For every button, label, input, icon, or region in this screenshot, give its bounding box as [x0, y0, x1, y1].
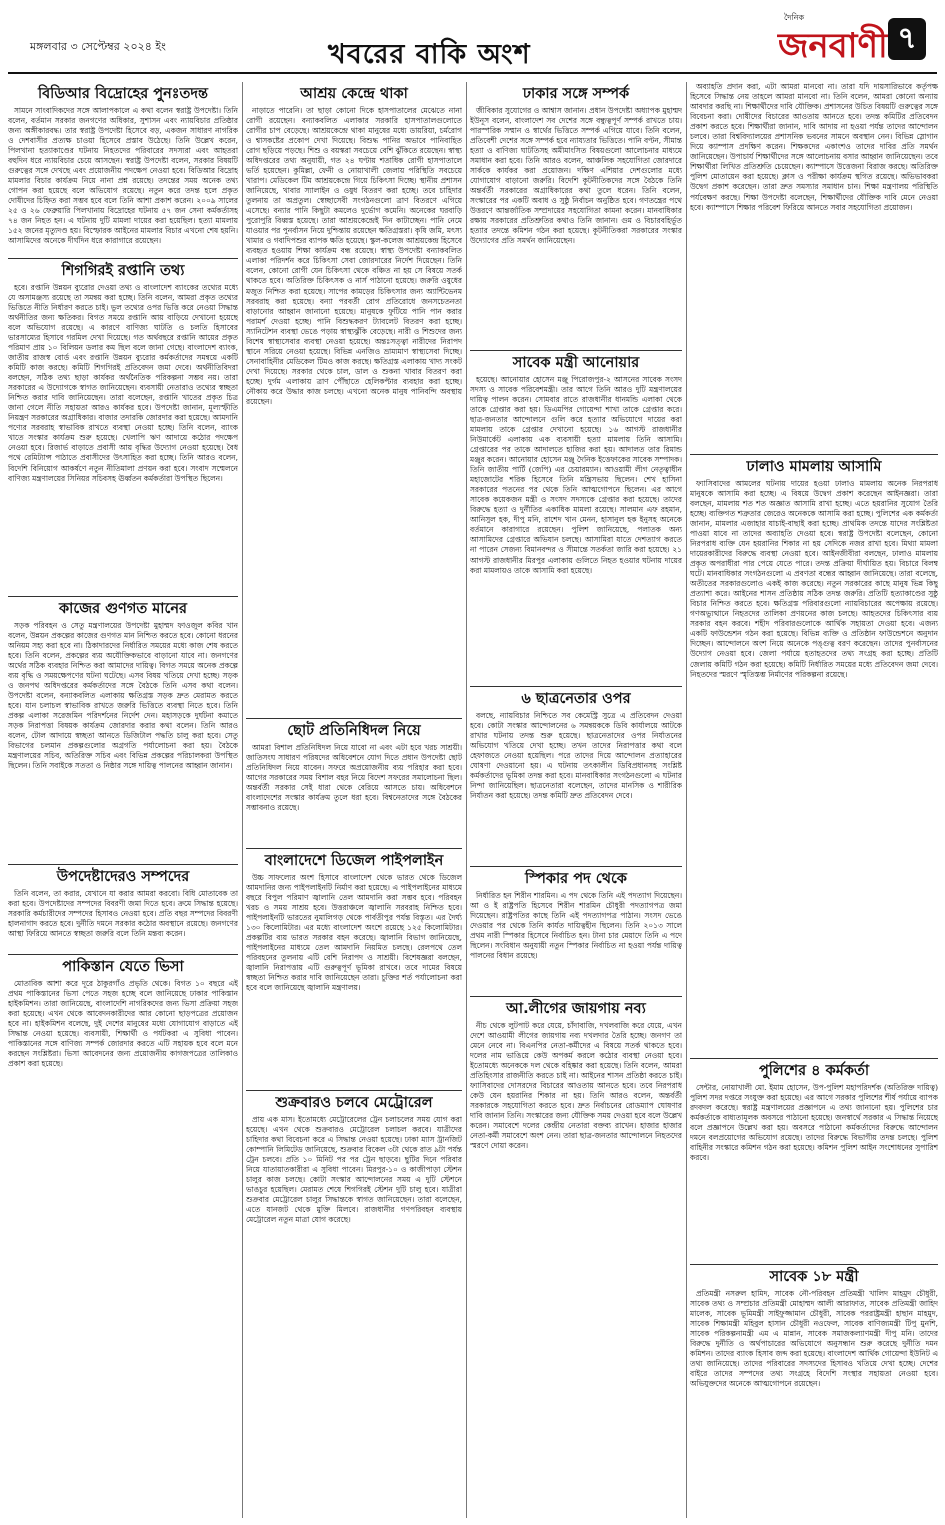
- column-rule: [466, 82, 467, 1518]
- article-headline: পুলিশের ৪ কর্মকর্তা: [690, 1058, 938, 1083]
- article-body: নীচ থেকে লুটপাট করে যেয়ে, চাঁদাবাজি, দখলবাজি করে যেয়ে, এখন দেশে আওয়ামী লীগের জায়গায় নব্য দখলদার তৈরি হচ্ছে। জনগণ তা মেনে নেবে না। বিএনপির নেতা-কর্মীদের এ বিষয়ে সতর্ক থাকতে হবে। দলের নাম ভাঙিয়ে কেউ অপকর্ম করলে কঠোর ব্যবস্থা নেওয়া হবে। ইতোমধ্যে অনেককে দল থেকে বহিষ্কার করা হয়েছে। তিনি বলেন, আমরা প্রতিহিংসার রাজনীতি করতে চাই না। আইনের শাসন প্রতিষ্ঠা করতে চাই। ফ্যাসিবাদের দোসরদের বিচারের আওতায় আনতে হবে। তবে নিরপরাধ কেউ যেন হয়রানির শিকার না হয়। তিনি আরও বলেন, অন্তর্বর্তী সরকারকে সহযোগিতা করতে হবে। দ্রুত নির্বাচনের রোডম্যাপ ঘোষণার দাবি জানান তিনি। সংস্কারের জন্য যৌক্তিক সময় দেওয়া হবে বলে উল্লেখ করেন। সমাবেশে দলের কেন্দ্রীয় নেতারা বক্তব্য রাখেন। হাজার হাজার নেতা-কর্মী সমাবেশে অংশ নেন। তারা ছাত্র-জনতার আন্দোলনে নিহতদের স্মরণে দোয়া করেন।: [470, 1020, 682, 1151]
- article: [8, 954, 238, 1104]
- article: [246, 82, 462, 718]
- article-headline: কাজের গুণগত মানের: [8, 596, 238, 621]
- article: [470, 350, 682, 686]
- article-headline: স্পিকার পদ থেকে: [470, 866, 682, 891]
- article-headline: শুক্রবারও চলবে মেট্রোরেল: [246, 1090, 462, 1115]
- article-headline: শিগগিরই রপ্তানি তথ্য: [8, 258, 238, 283]
- article-body: জীবিকার সুযোগের ও আশ্বাস জানান। প্রধান উপদেষ্টা অধ্যাপক মুহাম্মদ ইউনূস বলেন, বাংলাদেশ সব দেশের সঙ্গে বন্ধুত্বপূর্ণ সম্পর্ক রাখতে চায়। পারস্পরিক সম্মান ও স্বার্থের ভিত্তিতে সম্পর্ক এগিয়ে যাবে। তিনি বলেন, প্রতিবেশী দেশের সঙ্গে সম্পর্ক হবে ন্যায্যতার ভিত্তিতে। পানি বণ্টন, সীমান্ত হত্যা ও বাণিজ্য ঘাটতিসহ অমীমাংসিত বিষয়গুলো আলোচনার মাধ্যমে সমাধান করা হবে। তিনি আরও বলেন, আঞ্চলিক সহযোগিতা জোরদারে সার্ককে কার্যকর করা প্রয়োজন। দক্ষিণ এশিয়ার দেশগুলোর মধ্যে যোগাযোগ বাড়ানো জরুরি। বিদেশি কূটনীতিকদের সঙ্গে বৈঠকে তিনি অন্তর্বর্তী সরকারের অগ্রাধিকারের কথা তুলে ধরেন। তিনি বলেন, সংস্কারের পর একটি অবাধ ও সুষ্ঠু নির্বাচন অনুষ্ঠিত হবে। গণতন্ত্রের পথে উত্তরণে আন্তর্জাতিক সম্প্রদায়ের সহযোগিতা কামনা করেন। মানবাধিকার রক্ষায় সরকারের প্রতিশ্রুতির কথাও তিনি জানান। গুম ও বিচারবহির্ভূত হত্যার তদন্তে কমিশন গঠন করা হয়েছে। কূটনীতিকরা সরকারের সংস্কার উদ্যোগের প্রতি সমর্থন জানিয়েছেন।: [470, 105, 682, 246]
- article: [8, 864, 238, 954]
- article-body: সামনে সাংবাদিকদের সঙ্গে আলাপকালে এ কথা বলেন স্বরাষ্ট্র উপদেষ্টা। তিনি বলেন, বর্তমান সরকার জনগণের অধিকার, সুশাসন এবং ন্যায়বিচার প্রতিষ্ঠার জন্য অঙ্গীকারবদ্ধ। তার স্বরাষ্ট্র উপদেষ্টা হিসেবে বড়, একজন সাধারণ নাগরিক ও দেশবাসীর প্রত্যক্ষ চাওয়া হিসেবে প্রস্তাব উঠেছে। তিনি উল্লেখ করেন, পিলখানা হত্যাকাণ্ডের ঘটনায় নিহতদের পরিবারের সদস্যরা এবং আহতরা বহুদিন ধরে ন্যায়বিচার চেয়ে আসছেন। স্বরাষ্ট্র উপদেষ্টা বলেন, সরকার বিষয়টি গুরুত্বের সঙ্গে দেখছে এবং প্রয়োজনীয় পদক্ষেপ নেওয়া হবে। বিডিআর বিদ্রোহ মামলার বিচার কার্যক্রম নিয়ে নানা প্রশ্ন রয়েছে। তদন্তের সময় অনেক তথ্য গোপন করা হয়েছে বলে অভিযোগ রয়েছে। নতুন করে তদন্ত হলে প্রকৃত দোষীদের চিহ্নিত করা সম্ভব হবে বলে তিনি আশা প্রকাশ করেন। ২০০৯ সালের ২৫ ও ২৬ ফেব্রুয়ারি পিলখানায় বিদ্রোহের ঘটনায় ৫৭ জন সেনা কর্মকর্তাসহ ৭৪ জন নিহত হন। এ ঘটনায় দুটি মামলা দায়ের করা হয়েছিল। হত্যা মামলায় ১৫২ জনের মৃত্যুদণ্ড হয়। বিস্ফোরক আইনের মামলার বিচার এখনো শেষ হয়নি। আসামিদের অনেকে দীর্ঘদিন ধরে কারাগারে রয়েছেন।: [8, 105, 238, 246]
- article: [690, 1264, 938, 1518]
- article: [470, 82, 682, 350]
- article-headline: পাকিস্তান যেতে ভিসা: [8, 954, 238, 979]
- article: [246, 1090, 462, 1320]
- column-2: [246, 82, 462, 1518]
- article: [246, 718, 462, 848]
- article: [8, 258, 238, 596]
- article-body: ফ্যাসিবাদের আমলের ঘটনায় দায়ের হওয়া ঢালাও মামলায় অনেক নিরপরাধ মানুষকে আসামি করা হচ্ছে। এ বিষয়ে উদ্বেগ প্রকাশ করেছেন আইনজ্ঞরা। তারা বলছেন, মামলায় শত শত অজ্ঞাত আসামি রাখা হচ্ছে। এতে হয়রানির সুযোগ তৈরি হচ্ছে। ব্যক্তিগত শত্রুতার জেরেও অনেককে আসামি করা হচ্ছে। পুলিশের এক কর্মকর্তা জানান, মামলার এজাহার যাচাই-বাছাই করা হচ্ছে। প্রাথমিক তদন্তে যাদের সংশ্লিষ্টতা পাওয়া যাবে না তাদের অব্যাহতি দেওয়া হবে। স্বরাষ্ট্র উপদেষ্টা বলেছেন, কোনো নিরপরাধ ব্যক্তি যেন হয়রানির শিকার না হয় সেদিকে নজর রাখা হবে। মিথ্যা মামলা দায়েরকারীদের বিরুদ্ধে ব্যবস্থা নেওয়া হবে। আইনজীবীরা বলছেন, ঢালাও মামলায় প্রকৃত অপরাধীরা পার পেয়ে যেতে পারে। তদন্ত প্রক্রিয়া দীর্ঘায়িত হয়। বিচারে বিলম্ব ঘটে। মানবাধিকার সংগঠনগুলো এ প্রবণতা বন্ধের আহ্বান জানিয়েছে। তারা বলেছে, অতীতের সরকারগুলোও একই কাজ করেছে। নতুন সরকারের কাছে মানুষ ভিন্ন কিছু প্রত্যাশা করে। আইনের শাসন প্রতিষ্ঠায় সঠিক তদন্ত জরুরি। প্রতিটি হত্যাকাণ্ডের সুষ্ঠু বিচার নিশ্চিত করতে হবে। ক্ষতিগ্রস্ত পরিবারগুলো ন্যায়বিচারের অপেক্ষায় রয়েছে। গণঅভ্যুত্থানে নিহতদের তালিকা প্রণয়নের কাজ চলছে। আহতদের চিকিৎসার ব্যয় সরকার বহন করবে। শহীদ পরিবারগুলোকে আর্থিক সহায়তা দেওয়া হবে। এজন্য একটি ফাউন্ডেশন গঠন করা হয়েছে। বিভিন্ন ব্যক্তি ও প্রতিষ্ঠান ফাউন্ডেশনে অনুদান দিচ্ছেন। আন্দোলনে অংশ নিয়ে অনেকে পঙ্গুত্ব বরণ করেছেন। তাদের পুনর্বাসনের উদ্যোগ নেওয়া হবে। জেলা পর্যায়ে হতাহতদের তথ্য সংগ্রহ করা হচ্ছে। প্রতিটি জেলায় কমিটি গঠন করা হয়েছে। কমিটি নির্ধারিত সময়ের মধ্যে প্রতিবেদন জমা দেবে। নিহতদের স্মরণে স্মৃতিস্তম্ভ নির্মাণের পরিকল্পনা রয়েছে।: [690, 478, 938, 679]
- article-headline: বাংলাদেশে ডিজেল পাইপলাইন: [246, 848, 462, 873]
- article-body: হয়েছে। আনোয়ার হোসেন মঞ্জু পিরোজপুর-২ আসনের সাবেক সংসদ সদস্য ও সাবেক পরিবেশমন্ত্রী। তার আগে তিনি আরও দুটি মন্ত্রণালয়ের দায়িত্ব পালন করেন। সোমবার রাতে রাজধানীর ধানমন্ডি এলাকা থেকে তাকে গ্রেপ্তার করা হয়। ডিএমপির গোয়েন্দা শাখা তাকে গ্রেপ্তার করে। ছাত্র-জনতার আন্দোলনে গুলি করে হত্যার অভিযোগে দায়ের করা মামলায় তাকে গ্রেপ্তার দেখানো হয়েছে। ১৬ আগস্ট রাজধানীর নিউমার্কেট এলাকায় এক ব্যবসায়ী হত্যা মামলায় তিনি আসামি। গ্রেপ্তারের পর তাকে আদালতে হাজির করা হয়। আদালত তার রিমান্ড মঞ্জুর করেন। আনোয়ার হোসেন মঞ্জু দৈনিক ইত্তেফাকের সাবেক সম্পাদক। তিনি জাতীয় পার্টি (জেপি) এর চেয়ারম্যান। আওয়ামী লীগ নেতৃত্বাধীন মহাজোটের শরিক হিসেবে তিনি মন্ত্রিসভায় ছিলেন। শেখ হাসিনা সরকারের পতনের পর থেকে তিনি আত্মগোপনে ছিলেন। এর আগে সাবেক কয়েকজন মন্ত্রী ও সংসদ সদস্যকে গ্রেপ্তার করা হয়েছে। তাদের বিরুদ্ধে হত্যা ও দুর্নীতির একাধিক মামলা রয়েছে। সালমান এফ রহমান, আনিসুল হক, দীপু মনি, রাশেদ খান মেনন, হাসানুল হক ইনুসহ অনেকে বর্তমানে কারাগারে রয়েছেন। পুলিশ জানিয়েছে, পলাতক অন্য আসামিদের গ্রেপ্তারে অভিযান চলছে। আসামিরা যাতে দেশত্যাগ করতে না পারেন সেজন্য বিমানবন্দর ও সীমান্তে সতর্কতা জারি করা হয়েছে। ২১ আগস্ট রাজধানীর মিরপুর এলাকায় গুলিতে নিহত হওয়ার ঘটনায় দায়ের করা মামলায়ও তাকে আসামি করা হয়েছে।: [470, 374, 682, 575]
- article-body: সড়ক পরিবহন ও সেতু মন্ত্রণালয়ের উপদেষ্টা মুহাম্মদ ফাওজুল কবির খান বলেন, উন্নয়ন প্রকল্পের কাজের গুণগত মান নিশ্চিত করতে হবে। কোনো ধরনের অনিয়ম সহ্য করা হবে না। ঠিকাদারদের নির্ধারিত সময়ের মধ্যে কাজ শেষ করতে হবে। তিনি বলেন, প্রকল্পের ব্যয় অযৌক্তিকভাবে বাড়ানো যাবে না। জনগণের অর্থের সঠিক ব্যবহার নিশ্চিত করা আমাদের দায়িত্ব। বিগত সময়ে অনেক প্রকল্পে ব্যয় বৃদ্ধি ও সময়ক্ষেপণের ঘটনা ঘটেছে। এসব বিষয় খতিয়ে দেখা হচ্ছে। সড়ক ও জনপথ অধিদপ্তরের কর্মকর্তাদের সঙ্গে বৈঠকে তিনি এসব কথা বলেন। উপদেষ্টা বলেন, বন্যাকবলিত এলাকায় ক্ষতিগ্রস্ত সড়ক দ্রুত মেরামত করতে হবে। যান চলাচল স্বাভাবিক রাখতে জরুরি ভিত্তিতে ব্যবস্থা নিতে হবে। তিনি প্রকল্প এলাকা সরেজমিন পরিদর্শনের নির্দেশ দেন। মহাসড়কে দুর্ঘটনা কমাতে সড়ক নিরাপত্তা বিষয়ক কার্যক্রম জোরদার করার কথা বলেন। তিনি আরও বলেন, টোল আদায়ে স্বচ্ছতা আনতে ডিজিটাল পদ্ধতি চালু করা হবে। সেতু বিভাগের চলমান প্রকল্পগুলোর অগ্রগতি পর্যালোচনা করা হয়। বৈঠকে মন্ত্রণালয়ের সচিব, অতিরিক্ত সচিব এবং বিভিন্ন প্রকল্পের পরিচালকরা উপস্থিত ছিলেন। তিনি সবাইকে সততা ও নিষ্ঠার সঙ্গে দায়িত্ব পালনের আহ্বান জানান।: [8, 620, 238, 771]
- article: [470, 996, 682, 1256]
- article-body: প্রায় এক মাস। ইতোমধ্যে মেট্রোরেলের ট্রেন চলাচলের সময় যোগ করা হয়েছে। এখন থেকে শুক্রবারও মেট্রোরেল চলাচল করবে। যাত্রীদের চাহিদার কথা বিবেচনা করে এ সিদ্ধান্ত নেওয়া হয়েছে। ঢাকা ম্যাস ট্রানজিট কোম্পানি লিমিটেড জানিয়েছে, শুক্রবার বিকেল ৩টা থেকে রাত ৯টা পর্যন্ত ট্রেন চলবে। প্রতি ১০ মিনিট পর পর ট্রেন ছাড়বে। ছুটির দিনে পরিবার নিয়ে যাতায়াতকারীরা এ সুবিধা পাবেন। মিরপুর-১০ ও কাজীপাড়া স্টেশন চালুর কাজ চলছে। কোটা সংস্কার আন্দোলনের সময় এ দুটি স্টেশনে ভাঙচুর হয়েছিল। মেরামত শেষে শিগগিরই স্টেশন দুটি চালু হবে। যাত্রীরা শুক্রবার মেট্রোরেল চালুর সিদ্ধান্তকে স্বাগত জানিয়েছেন। তারা বলেছেন, এতে যানজট থেকে মুক্তি মিলবে। রাজধানীর গণপরিবহন ব্যবস্থায় মেট্রোরেল নতুন মাত্রা যোগ করেছে।: [246, 1114, 462, 1225]
- issue-date: মঙ্গলবার ৩ সেপ্টেম্বর ২০২৪ ইং: [30, 40, 166, 53]
- masthead: [8, 8, 937, 74]
- column-rule: [242, 82, 243, 1518]
- article-headline: ঢালাও মামলায় আসামি: [690, 454, 938, 479]
- article-body: নাড়াতে পারেনি। তা ছাড়া কোনো দিকে হাসপাতালের মেঝেতে নানা রোগী রয়েছেন। বন্যাকবলিত এলাকার সরকারি হাসপাতালগুলোতে রোগীর চাপ বেড়েছে। আশ্রয়কেন্দ্রে থাকা মানুষের মধ্যে ডায়রিয়া, চর্মরোগ ও শ্বাসকষ্টের প্রকোপ দেখা দিয়েছে। বিশুদ্ধ পানির অভাবে পানিবাহিত রোগ ছড়িয়ে পড়ছে। শিশু ও বয়স্করা সবচেয়ে বেশি ঝুঁকিতে রয়েছেন। স্বাস্থ্য অধিদপ্তরের তথ্য অনুযায়ী, গত ২৪ ঘণ্টায় শতাধিক রোগী হাসপাতালে ভর্তি হয়েছেন। কুমিল্লা, ফেনী ও নোয়াখালী জেলায় পরিস্থিতি সবচেয়ে খারাপ। মেডিকেল টিম আশ্রয়কেন্দ্রে গিয়ে চিকিৎসা দিচ্ছে। স্থানীয় প্রশাসন জানিয়েছে, খাবার স্যালাইন ও ওষুধ বিতরণ করা হচ্ছে। তবে চাহিদার তুলনায় তা অপ্রতুল। স্বেচ্ছাসেবী সংগঠনগুলো ত্রাণ বিতরণে এগিয়ে এসেছে। বন্যার পানি কিছুটা কমলেও দুর্ভোগ কমেনি। অনেকের ঘরবাড়ি পুরোপুরি বিধ্বস্ত হয়েছে। তারা আশ্রয়কেন্দ্রেই দিন কাটাচ্ছেন। পানি নেমে যাওয়ার পর পুনর্বাসন নিয়ে দুশ্চিন্তায় রয়েছেন ক্ষতিগ্রস্তরা। কৃষি জমি, মৎস্য খামার ও গবাদিপশুর ব্যাপক ক্ষতি হয়েছে। স্কুল-কলেজ আশ্রয়কেন্দ্র হিসেবে ব্যবহৃত হওয়ায় শিক্ষা কার্যক্রম বন্ধ রয়েছে। স্বাস্থ্য উপদেষ্টা বন্যাকবলিত এলাকা পরিদর্শন করে চিকিৎসা সেবা জোরদারের নির্দেশ দিয়েছেন। তিনি বলেন, কোনো রোগী যেন চিকিৎসা থেকে বঞ্চিত না হয় সে বিষয়ে সতর্ক থাকতে হবে। অতিরিক্ত চিকিৎসক ও নার্স পাঠানো হয়েছে। জরুরি ওষুধের মজুত নিশ্চিত করা হয়েছে। সাপের কামড়ের চিকিৎসার জন্য অ্যান্টিভেনম সরবরাহ করা হয়েছে। বন্যা পরবর্তী রোগ প্রতিরোধে জনসচেতনতা বাড়ানোর আহ্বান জানানো হয়েছে। মানুষকে ফুটিয়ে পানি পান করার পরামর্শ দেওয়া হচ্ছে। পানি বিশুদ্ধকরণ ট্যাবলেট বিতরণ করা হচ্ছে। স্যানিটেশন ব্যবস্থা ভেঙে পড়ায় স্বাস্থ্যঝুঁকি বেড়েছে। নারী ও শিশুদের জন্য বিশেষ স্বাস্থ্যসেবার ব্যবস্থা নেওয়া হয়েছে। অন্তঃসত্ত্বা নারীদের নিরাপদ স্থানে সরিয়ে নেওয়া হয়েছে। বিভিন্ন এনজিও ভ্রাম্যমাণ স্বাস্থ্যসেবা দিচ্ছে। সেনাবাহিনীর মেডিকেল টিমও কাজ করছে। ক্ষতিগ্রস্ত এলাকায় খাদ্য সংকট দেখা দিয়েছে। সরকার থেকে চাল, ডাল ও শুকনা খাবার বিতরণ করা হচ্ছে। দুর্গম এলাকায় ত্রাণ পৌঁছাতে হেলিকপ্টার ব্যবহার করা হচ্ছে। নৌকায় করে উদ্ধার কাজ চলছে। এখনো অনেক মানুষ পানিবন্দি অবস্থায় রয়েছেন।: [246, 105, 462, 407]
- article-headline: আশ্রয় কেন্দ্রে থাকা: [300, 86, 408, 102]
- article: [470, 866, 682, 996]
- article-headline: আ.লীগের জায়গায় নব্য: [470, 996, 682, 1021]
- article-body: নির্ধারিত হন শিরীন শারমিন। এ পদ থেকে তিনি এই পদত্যাগ দিয়েছেন। আ ও ই রাষ্ট্রপতি হিসেবে শিরীন শারমিন চৌধুরী পদত্যাগপত্র জমা দিয়েছেন। রাষ্ট্রপতির কাছে তিনি এই পদত্যাগপত্র পাঠান। সংসদ ভেঙে দেওয়ার পর থেকে তিনি কার্যত দায়িত্বহীন ছিলেন। তিনি ২০১৩ সালে প্রথম নারী স্পিকার হিসেবে নির্বাচিত হন। টানা চার মেয়াদে তিনি এ পদে ছিলেন। সংবিধান অনুযায়ী নতুন স্পিকার নির্বাচিত না হওয়া পর্যন্ত দায়িত্ব পালনের বিধান রয়েছে।: [470, 890, 682, 960]
- article: [246, 848, 462, 1090]
- article: [8, 82, 238, 258]
- column-1: [8, 82, 238, 1518]
- article-body: উচ্চ সাফল্যের অংশ হিসাবে বাংলাদেশ থেকে ভারত থেকে ডিজেল আমদানির জন্য পাইপলাইনটি নির্মাণ করা হয়েছে। এ পাইপলাইনের মাধ্যমে বছরে বিপুল পরিমাণ জ্বালানি তেল আমদানি করা সম্ভব হবে। পরিবহন খরচ ও সময় সাশ্রয় হবে। উত্তরাঞ্চলে জ্বালানি সরবরাহ নিশ্চিত হবে। পাইপলাইনটি ভারতের নুমালিগড় থেকে পার্বতীপুর পর্যন্ত বিস্তৃত। এর দৈর্ঘ্য ১৩০ কিলোমিটার। এর মধ্যে বাংলাদেশ অংশে রয়েছে ১২৫ কিলোমিটার। প্রকল্পটির ব্যয় ভারত সরকার বহন করেছে। জ্বালানি বিভাগ জানিয়েছে, পাইপলাইনের মাধ্যমে তেল আমদানি নিয়মিত চলছে। রেলপথে তেল পরিবহনের তুলনায় এটি বেশি নিরাপদ ও সাশ্রয়ী। বিশেষজ্ঞরা বলছেন, জ্বালানি নিরাপত্তায় এটি গুরুত্বপূর্ণ ভূমিকা রাখবে। তবে দামের বিষয়ে স্বচ্ছতা নিশ্চিত করার দাবি জানিয়েছেন তারা। চুক্তির শর্ত পর্যালোচনা করা হবে বলে জানিয়েছে জ্বালানি মন্ত্রণালয়।: [246, 872, 462, 993]
- article-body: অব্যাহতি প্রদান করা, এটা আমরা মানবো না। তারা যদি দায়সারিভাবে কর্তৃপক্ষ হিসেবে সিদ্ধান্ত নেয় তাহলে আমরা মানবো না। তিনি বলেন, আমরা কোনো অন্যায় আবদার করছি না। শিক্ষার্থীদের দাবি যৌক্তিক। প্রশাসনের উচিত বিষয়টি গুরুত্বের সঙ্গে বিবেচনা করা। দোষীদের বিচারের আওতায় আনতে হবে। তদন্ত কমিটির প্রতিবেদন প্রকাশ করতে হবে। শিক্ষার্থীরা জানান, দাবি আদায় না হওয়া পর্যন্ত তাদের আন্দোলন চলবে। তারা বিশ্ববিদ্যালয়ের প্রশাসনিক ভবনের সামনে অবস্থান নেন। বিভিন্ন স্লোগান দিয়ে ক্যাম্পাস প্রদক্ষিণ করেন। শিক্ষকদের একাংশও তাদের দাবির প্রতি সমর্থন জানিয়েছেন। উপাচার্য শিক্ষার্থীদের সঙ্গে আলোচনায় বসার আহ্বান জানিয়েছেন। তবে শিক্ষার্থীরা লিখিত প্রতিশ্রুতি চেয়েছেন। ক্যাম্পাসে উত্তেজনা বিরাজ করছে। অতিরিক্ত পুলিশ মোতায়েন করা হয়েছে। ক্লাস ও পরীক্ষা কার্যক্রম স্থগিত রয়েছে। অভিভাবকরা উদ্বেগ প্রকাশ করেছেন। তারা দ্রুত সমস্যার সমাধান চান। শিক্ষা মন্ত্রণালয় পরিস্থিতি পর্যবেক্ষণ করছে। শিক্ষা উপদেষ্টা বলেছেন, শিক্ষার্থীদের যৌক্তিক দাবি মেনে নেওয়া হবে। ক্যাম্পাসে শিক্ষার পরিবেশ ফিরিয়ে আনতে সবার সহযোগিতা প্রয়োজন।: [690, 82, 938, 212]
- brand-prefix: দৈনিক: [784, 13, 805, 22]
- article-headline: উপদেষ্টাদেরও সম্পদের: [8, 864, 238, 889]
- article-body: আমরা বিশাল প্রতিনিধিদল নিয়ে যাবো না এবং এটা হবে খরচ সাশ্রয়ী। জাতিসংঘ সাধারণ পরিষদের অধিবেশনে যোগ দিতে প্রধান উপদেষ্টা ছোট প্রতিনিধিদল নিয়ে যাবেন। সফরে অপ্রয়োজনীয় ব্যয় পরিহার করা হবে। আগের সরকারের সময় বিশাল বহর নিয়ে বিদেশ সফরের সমালোচনা ছিল। অন্তর্বর্তী সরকার সেই ধারা থেকে বেরিয়ে আসতে চায়। অধিবেশনে বাংলাদেশের সংস্কার কার্যক্রম তুলে ধরা হবে। বিশ্বনেতাদের সঙ্গে বৈঠকের সম্ভাবনাও রয়েছে।: [246, 742, 462, 812]
- column-3: [470, 82, 682, 1518]
- article: [690, 1058, 938, 1264]
- column-4: [690, 82, 938, 1518]
- newspaper-logo: জনবাণী: [778, 26, 888, 66]
- article: [690, 454, 938, 1058]
- article-headline: বিডিআর বিদ্রোহের পুনঃতদন্ত: [37, 86, 209, 102]
- article-body: তিনি বলেন, তা করার, যেখানে যা করার আমরা করবো। বিধি মোতাবেক তা করা হবে। উপদেষ্টাদের সম্পদের বিবরণী জমা দিতে হবে। ক্রমে সিদ্ধান্ত হয়েছে। সরকারি কর্মচারীদের সম্পদের হিসাবও নেওয়া হবে। প্রতি বছর সম্পদের বিবরণী হালনাগাদ করতে হবে। দুর্নীতি দমনে সরকার কঠোর অবস্থানে রয়েছে। জনগণের আস্থা ফিরিয়ে আনতে স্বচ্ছতা জরুরি বলে তিনি মন্তব্য করেন।: [8, 888, 238, 938]
- article: [690, 82, 938, 454]
- article-headline: সাবেক ১৮ মন্ত্রী: [690, 1264, 938, 1289]
- column-rule: [686, 82, 687, 1518]
- article-headline: ঢাকার সঙ্গে সম্পর্ক: [522, 86, 630, 102]
- article-headline: সাবেক মন্ত্রী আনোয়ার: [470, 350, 682, 375]
- article-headline: ছোট প্রতিনিধিদল নিয়ে: [246, 718, 462, 743]
- article-headline: ৬ ছাত্রনেতার ওপর: [470, 686, 682, 711]
- page-number: ৭: [888, 18, 926, 60]
- article: [470, 686, 682, 866]
- article-body: বলছে, ন্যায়বিচার নিশ্চিতে সব কেমেস্ট্রি সুত্রে এ প্রতিবেদন দেওয়া হবে। কোটা সংস্কার আন্দোলনের ৬ সমন্বয়ককে ডিবি কার্যালয়ে আটকে রাখার ঘটনায় তদন্ত শুরু হয়েছে। ছাত্রনেতাদের ওপর নির্যাতনের অভিযোগ খতিয়ে দেখা হচ্ছে। তখন তাদের নিরাপত্তার কথা বলে হেফাজতে নেওয়া হয়েছিল। পরে তাদের দিয়ে আন্দোলন প্রত্যাহারের ঘোষণা দেওয়ানো হয়। এ ঘটনায় তৎকালীন ডিবিপ্রধানসহ সংশ্লিষ্ট কর্মকর্তাদের ভূমিকা তদন্ত করা হবে। মানবাধিকার সংগঠনগুলো এ ঘটনার নিন্দা জানিয়েছিল। ছাত্রনেতারা বলেছেন, তাদের মানসিক ও শারীরিক নির্যাতন করা হয়েছে। তদন্ত কমিটি দ্রুত প্রতিবেদন দেবে।: [470, 710, 682, 801]
- article-body: প্রতিমন্ত্রী নসরুল হামিদ, সাবেক নৌ-পরিবহন প্রতিমন্ত্রী খালিদ মাহমুদ চৌধুরী, সাবেক তথ্য ও সম্প্রচার প্রতিমন্ত্রী মোহাম্মদ আলী আরাফাত, সাবেক প্রতিমন্ত্রী জাহিদ মালেক, সাবেক ভূমিমন্ত্রী সাইফুজ্জামান চৌধুরী, সাবেক পররাষ্ট্রমন্ত্রী হাছান মাহমুদ, সাবেক শিক্ষামন্ত্রী মহিবুল হাসান চৌধুরী নওফেল, সাবেক বাণিজ্যমন্ত্রী টিপু মুনশি, সাবেক পরিকল্পনামন্ত্রী এম এ মান্নান, সাবেক সমাজকল্যাণমন্ত্রী দীপু মনি। তাদের বিরুদ্ধে দুর্নীতি ও অর্থপাচারের অভিযোগে অনুসন্ধান শুরু করেছে দুর্নীতি দমন কমিশন। তাদের ব্যাংক হিসাব জব্দ করা হয়েছে। বাংলাদেশ আর্থিক গোয়েন্দা ইউনিট এ তথ্য জানিয়েছে। তাদের পরিবারের সদস্যদের হিসাবও খতিয়ে দেখা হচ্ছে। দেশের বাইরে তাদের সম্পদের তথ্য সংগ্রহে বিদেশি সংস্থার সহায়তা নেওয়া হবে। অভিযুক্তদের অনেকে আত্মগোপনে রয়েছেন।: [690, 1288, 938, 1389]
- article-body: মোতাবিক আশা করে দূরে ঠাকুরগাঁও প্রভৃতি থেকে। বিগত ১০ বছরে এই প্রথম পাকিস্তানের ভিসা পেতে সহজ হচ্ছে বলে জানিয়েছে ঢাকার পাকিস্তান হাইকমিশন। তারা জানিয়েছে, বাংলাদেশি নাগরিকদের জন্য ভিসা প্রক্রিয়া সহজ করা হয়েছে। এখন থেকে আবেদনকারীদের আর কোনো ছাড়পত্রের প্রয়োজন হবে না। হাইকমিশন বলেছে, দুই দেশের মানুষের মধ্যে যোগাযোগ বাড়াতে এই সিদ্ধান্ত নেওয়া হয়েছে। ব্যবসায়ী, শিক্ষার্থী ও পর্যটকরা এ সুবিধা পাবেন। পাকিস্তানের সঙ্গে বাণিজ্য সম্পর্ক জোরদার করতে এটি সহায়ক হবে বলে মনে করছেন সংশ্লিষ্টরা। ভিসা আবেদনের জন্য প্রয়োজনীয় কাগজপত্রের তালিকাও প্রকাশ করা হয়েছে।: [8, 978, 238, 1069]
- article: [8, 596, 238, 864]
- article-body: সেন্টার, নোয়াখালী মো. ইমাম হোসেন, উপ-পুলিশ মহাপরিদর্শক (অতিরিক্ত দায়িত্ব) পুলিশ সদর দপ্তরে সংযুক্ত করা হয়েছে। এর আগে সরকার পুলিশের শীর্ষ পর্যায়ে ব্যাপক রদবদল করেছে। স্বরাষ্ট্র মন্ত্রণালয়ের প্রজ্ঞাপনে এ তথ্য জানানো হয়। পুলিশের চার কর্মকর্তাকে বাধ্যতামূলক অবসরে পাঠানো হয়েছে। জনস্বার্থে সরকার এ সিদ্ধান্ত নিয়েছে বলে প্রজ্ঞাপনে উল্লেখ করা হয়। অবসরে পাঠানো কর্মকর্তাদের বিরুদ্ধে আন্দোলন দমনে বলপ্রয়োগের অভিযোগ রয়েছে। তাদের বিরুদ্ধে বিভাগীয় তদন্ত চলছে। পুলিশ বাহিনীর সংস্কারে কমিশন গঠন করা হয়েছে। কমিশন পুলিশ আইন সংশোধনের সুপারিশ করবে।: [690, 1082, 938, 1162]
- article-body: হবে। রপ্তানি উন্নয়ন ব্যুরোর দেওয়া তথ্য ও বাংলাদেশ ব্যাংকের তথ্যের মধ্যে যে অসামঞ্জস্য রয়েছে তা সমন্বয় করা হচ্ছে। তিনি বলেন, আমরা প্রকৃত তথ্যের ভিত্তিতে নীতি নির্ধারণ করতে চাই। ভুল তথ্যের ওপর ভিত্তি করে নেওয়া সিদ্ধান্ত অর্থনীতির জন্য ক্ষতিকর। বিগত সময়ে রপ্তানি আয় বাড়িয়ে দেখানো হয়েছে বলে অভিযোগ রয়েছে। এ কারণে বাণিজ্য ঘাটতি ও চলতি হিসাবের ভারসাম্যের হিসাবে গরমিল দেখা দিয়েছে। গত অর্থবছরে রপ্তানি আয়ের প্রকৃত পরিমাণ প্রায় ১০ বিলিয়ন ডলার কম ছিল বলে জানা গেছে। বাংলাদেশ ব্যাংক, জাতীয় রাজস্ব বোর্ড এবং রপ্তানি উন্নয়ন ব্যুরোর কর্মকর্তাদের সমন্বয়ে একটি কমিটি কাজ করছে। কমিটি শিগগিরই প্রতিবেদন জমা দেবে। অর্থনীতিবিদরা বলছেন, সঠিক তথ্য ছাড়া কার্যকর অর্থনৈতিক পরিকল্পনা সম্ভব নয়। তারা সরকারের এ উদ্যোগকে স্বাগত জানিয়েছেন। ব্যবসায়ী নেতারাও তথ্যের স্বচ্ছতা নিশ্চিত করার দাবি জানিয়েছেন। তারা বলেছেন, রপ্তানি খাতের প্রকৃত চিত্র জানা গেলে নীতি সহায়তা আরও কার্যকর হবে। উপদেষ্টা জানান, মূল্যস্ফীতি নিয়ন্ত্রণ সরকারের অগ্রাধিকার। বাজার তদারকি জোরদার করা হয়েছে। আমদানি পণ্যের সরবরাহ স্বাভাবিক রাখতে ব্যবস্থা নেওয়া হচ্ছে। তিনি বলেন, ব্যাংক খাতে সংস্কার কার্যক্রম শুরু হয়েছে। খেলাপি ঋণ আদায়ে কঠোর পদক্ষেপ নেওয়া হবে। রিজার্ভ বাড়াতে প্রবাসী আয় বৃদ্ধির উদ্যোগ নেওয়া হয়েছে। বৈধ পথে রেমিট্যান্স পাঠাতে প্রবাসীদের উৎসাহিত করা হচ্ছে। তিনি আরও বলেন, বিদেশি বিনিয়োগ আকর্ষণে নতুন নীতিমালা প্রণয়ন করা হবে। সংবাদ সম্মেলনে বাণিজ্য মন্ত্রণালয়ের সিনিয়র সচিবসহ ঊর্ধ্বতন কর্মকর্তারা উপস্থিত ছিলেন।: [8, 282, 238, 483]
- section-title: খবরের বাকি অংশ: [328, 39, 531, 70]
